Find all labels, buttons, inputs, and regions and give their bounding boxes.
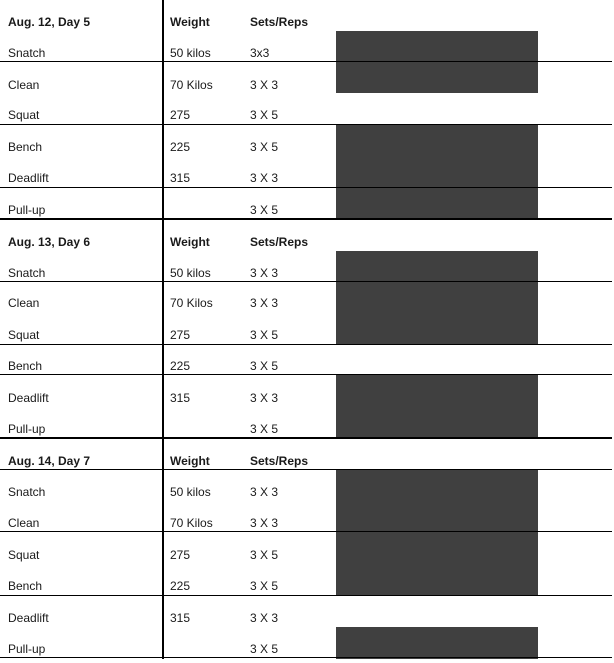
exercise-sets-reps: 3 X 5 (250, 328, 279, 342)
row-divider (0, 61, 612, 62)
exercise-weight: 275 (170, 548, 191, 562)
exercise-sets-reps: 3 X 3 (250, 391, 279, 405)
exercise-name: Snatch (8, 485, 46, 499)
exercise-sets-reps: 3 X 5 (250, 642, 279, 656)
exercise-sets-reps: 3 X 5 (250, 422, 279, 436)
exercise-weight: 315 (170, 611, 191, 625)
row-divider (0, 218, 612, 220)
row-divider (0, 531, 612, 532)
row-divider (0, 595, 612, 596)
exercise-weight: 315 (170, 171, 191, 185)
exercise-name: Snatch (8, 46, 46, 60)
exercise-name: Clean (8, 78, 40, 92)
day-header-label: Aug. 14, Day 7 (8, 454, 91, 468)
exercise-sets-reps: 3 X 3 (250, 485, 279, 499)
day-header-label: Aug. 13, Day 6 (8, 235, 91, 249)
exercise-weight: 315 (170, 391, 191, 405)
exercise-name: Squat (8, 108, 40, 122)
exercise-sets-reps: 3 X 3 (250, 266, 279, 280)
exercise-name: Deadlift (8, 611, 49, 625)
weight-column-header: Weight (170, 454, 210, 468)
exercise-name: Squat (8, 328, 40, 342)
exercise-weight: 50 kilos (170, 46, 211, 60)
exercise-name: Pull-up (8, 203, 46, 217)
redaction-block (336, 124, 538, 219)
exercise-weight: 225 (170, 140, 191, 154)
exercise-name: Bench (8, 140, 43, 154)
exercise-sets-reps: 3 X 3 (250, 171, 279, 185)
sets-reps-column-header: Sets/Reps (250, 15, 309, 29)
exercise-sets-reps: 3 X 5 (250, 359, 279, 373)
exercise-weight: 275 (170, 108, 191, 122)
exercise-weight: 225 (170, 579, 191, 593)
row-divider (0, 124, 612, 125)
redaction-block (336, 470, 538, 595)
exercise-sets-reps: 3 X 3 (250, 296, 279, 310)
exercise-sets-reps: 3 X 3 (250, 78, 279, 92)
row-divider (0, 281, 612, 282)
exercise-weight: 50 kilos (170, 266, 211, 280)
row-divider (0, 344, 612, 345)
sets-reps-column-header: Sets/Reps (250, 235, 309, 249)
redaction-block (336, 375, 538, 438)
exercise-weight: 225 (170, 359, 191, 373)
weight-column-header: Weight (170, 235, 210, 249)
exercise-sets-reps: 3 X 3 (250, 516, 279, 530)
row-divider (0, 437, 612, 439)
redaction-block (336, 251, 538, 344)
row-divider (0, 657, 612, 658)
exercise-sets-reps: 3x3 (250, 46, 270, 60)
exercise-weight: 70 Kilos (170, 78, 213, 92)
exercise-name: Bench (8, 579, 43, 593)
exercise-name: Squat (8, 548, 40, 562)
exercise-sets-reps: 3 X 3 (250, 611, 279, 625)
exercise-weight: 50 kilos (170, 485, 211, 499)
redaction-block (336, 31, 538, 93)
exercise-weight: 70 Kilos (170, 516, 213, 530)
column-divider (162, 0, 164, 659)
redaction-block (336, 627, 538, 659)
exercise-name: Pull-up (8, 642, 46, 656)
exercise-name: Clean (8, 296, 40, 310)
exercise-name: Snatch (8, 266, 46, 280)
exercise-name: Deadlift (8, 171, 49, 185)
row-divider (0, 469, 612, 470)
exercise-sets-reps: 3 X 5 (250, 548, 279, 562)
exercise-sets-reps: 3 X 5 (250, 203, 279, 217)
exercise-name: Pull-up (8, 422, 46, 436)
exercise-weight: 275 (170, 328, 191, 342)
weight-column-header: Weight (170, 15, 210, 29)
exercise-sets-reps: 3 X 5 (250, 108, 279, 122)
exercise-name: Bench (8, 359, 43, 373)
row-divider (0, 187, 612, 188)
sets-reps-column-header: Sets/Reps (250, 454, 309, 468)
day-header-label: Aug. 12, Day 5 (8, 15, 91, 29)
exercise-sets-reps: 3 X 5 (250, 579, 279, 593)
exercise-name: Clean (8, 516, 40, 530)
exercise-sets-reps: 3 X 5 (250, 140, 279, 154)
exercise-weight: 70 Kilos (170, 296, 213, 310)
row-divider (0, 374, 612, 375)
exercise-name: Deadlift (8, 391, 49, 405)
